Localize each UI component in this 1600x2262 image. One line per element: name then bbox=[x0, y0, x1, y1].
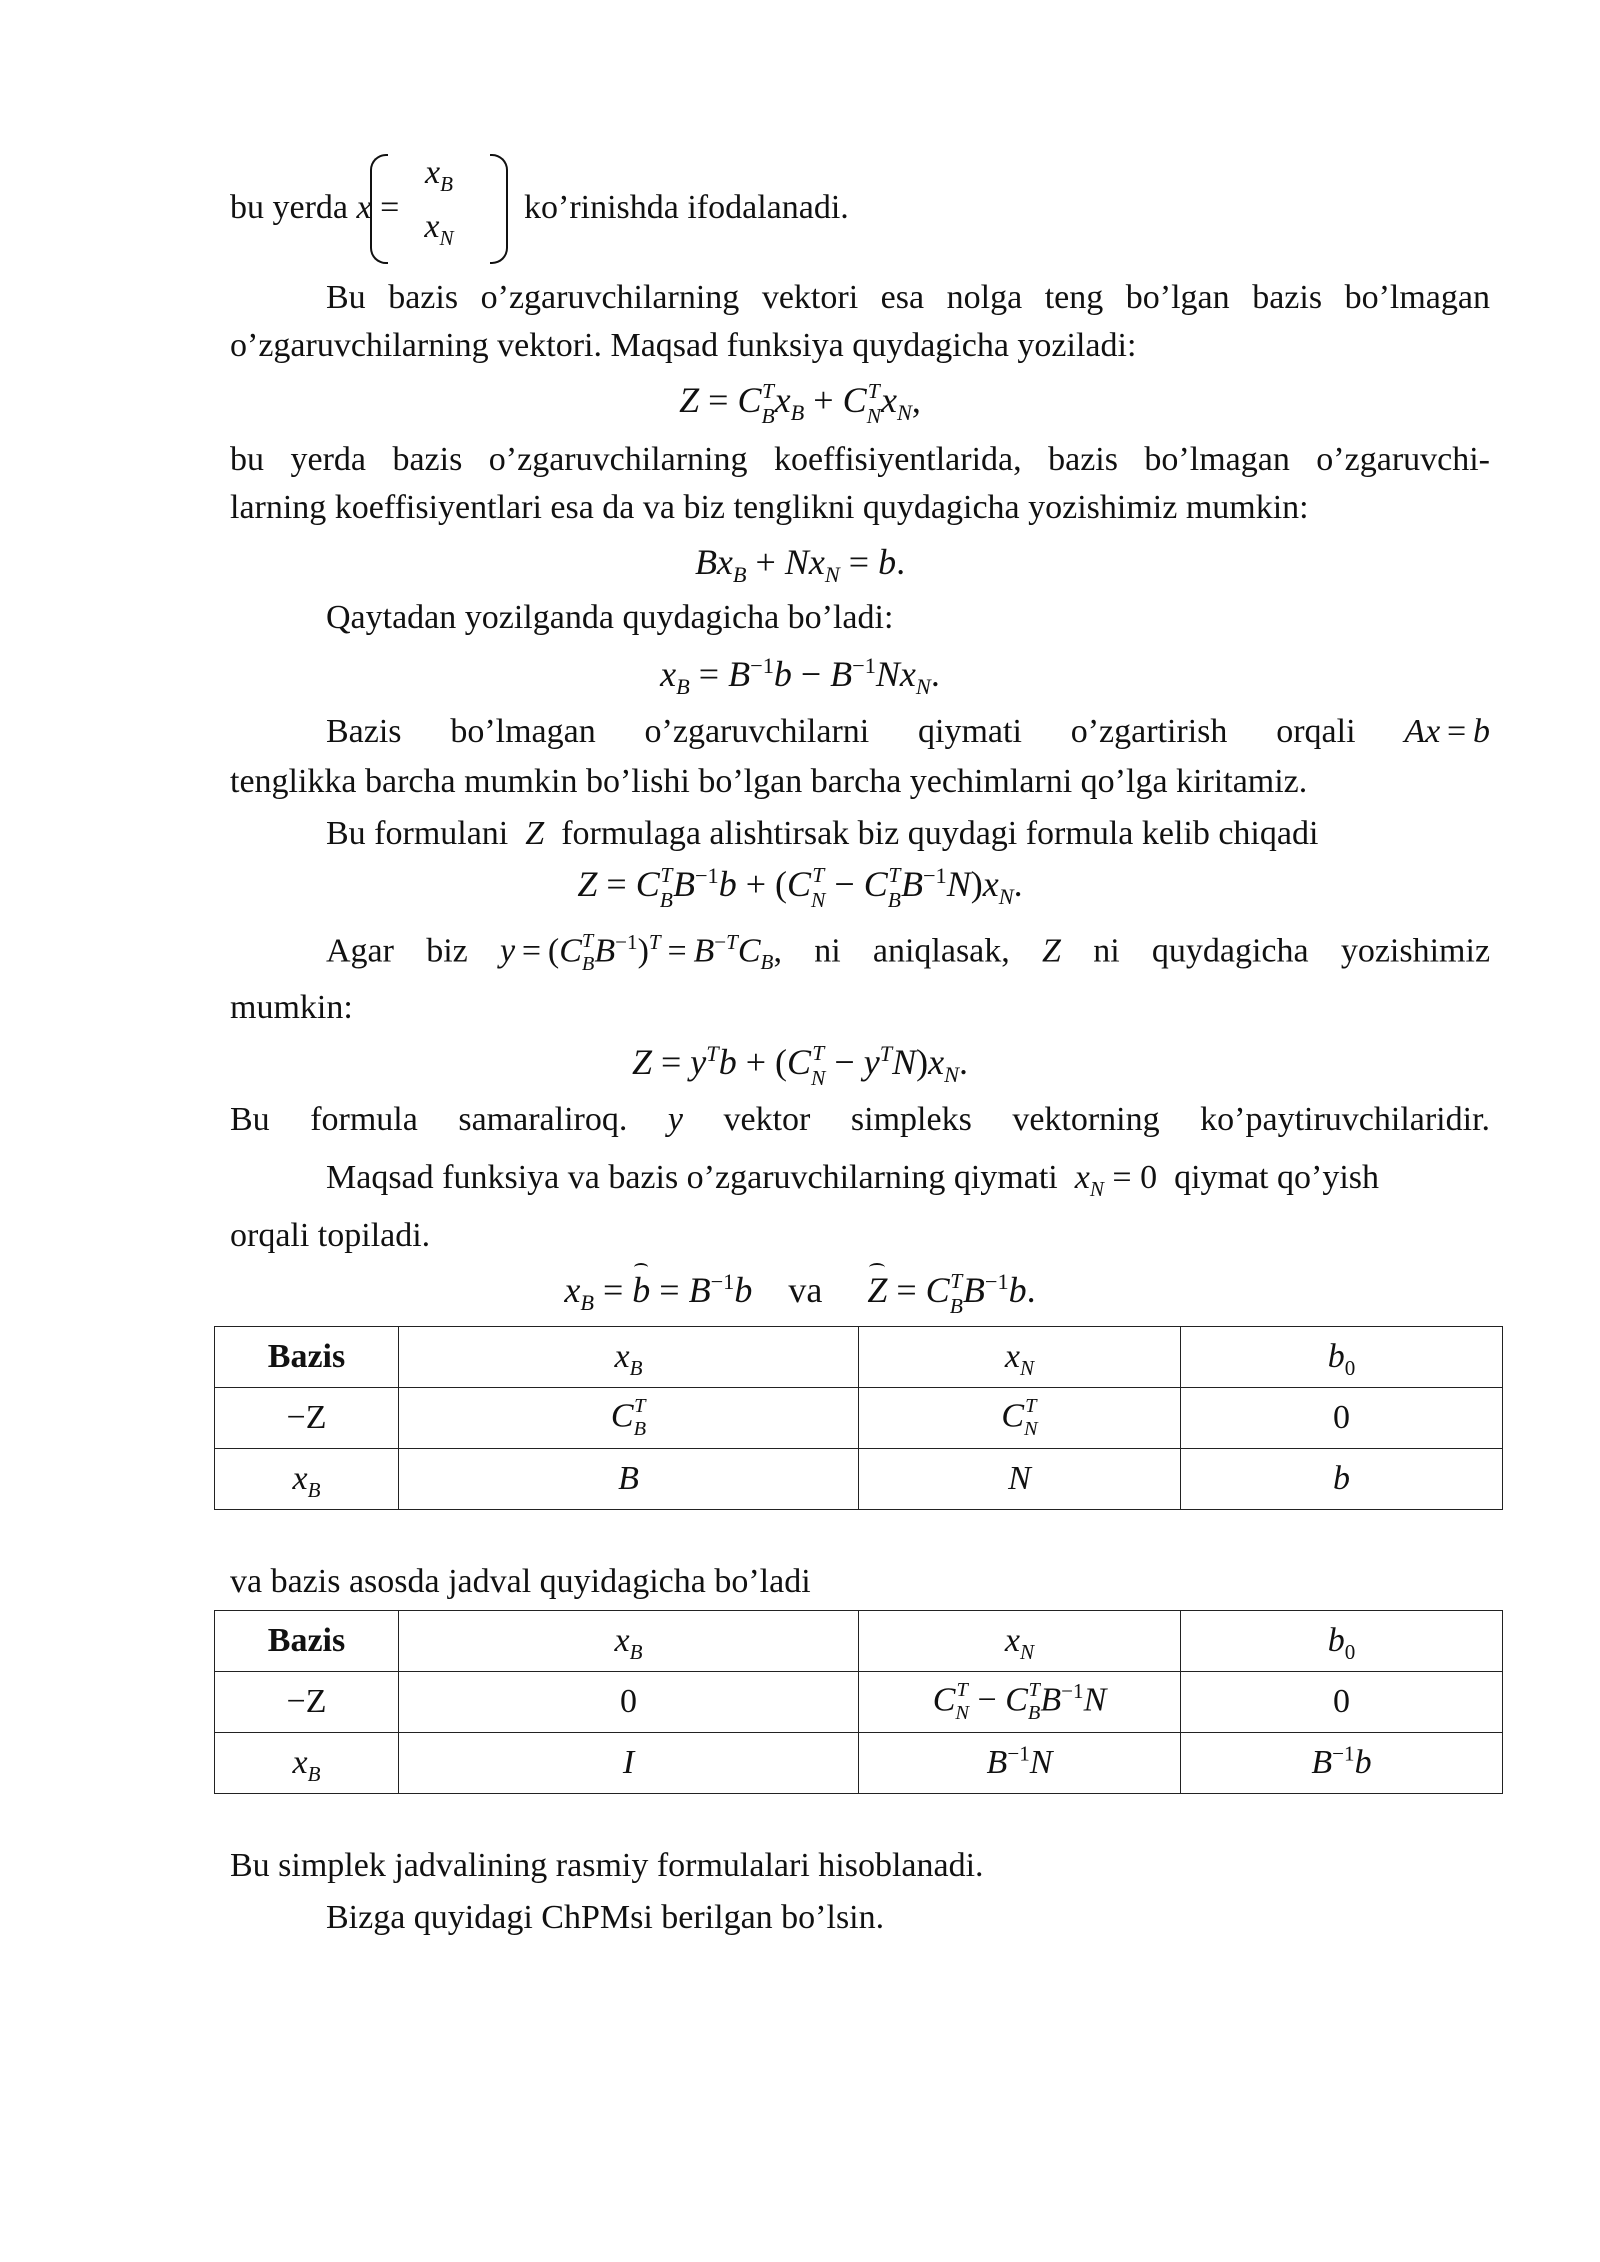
simplex-table-2 bbox=[214, 1610, 1503, 1794]
table-row bbox=[215, 1672, 1503, 1733]
paragraph-4-line-1: Bazis bo’lmagan o’zgaruvchilarni qiymati o’zgartirish orqali Ax = b bbox=[326, 713, 1490, 750]
paragraph-6-line-1: Agar biz y = (C T B $B^{-1})^T = B^{-T}C_B$, ni aniqlasak, Z ni quydagicha yozishimiz bbox=[326, 929, 1491, 976]
equation-z-substitution: Z = C T B $B^{-1}b + (C$ T N − C T B $B^{-1}N)x_N$. bbox=[577, 862, 1023, 912]
table-row bbox=[215, 1733, 1503, 1794]
table-cell: B bbox=[399, 1449, 859, 1510]
table-cell: $x_B$ bbox=[215, 1733, 399, 1794]
paragraph-2-line-2: larning koeffisiyentlari esa da va biz tenglikni quydagicha yozishimiz mumkin: bbox=[230, 489, 1309, 526]
table-cell: $B^{-1}b$ bbox=[1181, 1733, 1503, 1794]
table-cell: C T N bbox=[859, 1388, 1181, 1449]
equation-z-dual: $Z = y^Tb + (C$ T N − $y^TN)x_N$. bbox=[631, 1040, 969, 1090]
paragraph-3: Qaytadan yozilganda quydagicha bo’ladi: bbox=[326, 599, 894, 636]
table-cell: C T N − C T B $B^{-1}N$ bbox=[859, 1672, 1181, 1733]
paragraph-11: Bizga quyidagi ChPMsi berilgan bo’lsin. bbox=[326, 1899, 885, 1936]
table-header-cell: $x_B$ bbox=[399, 1327, 859, 1388]
table-cell: 0 bbox=[1181, 1388, 1503, 1449]
table-cell: −Z bbox=[215, 1672, 399, 1733]
column-vector-x: $x_B$ $x_N$ bbox=[370, 154, 508, 260]
table-header-cell: $b_0$ bbox=[1181, 1611, 1503, 1672]
table-cell: 0 bbox=[399, 1672, 859, 1733]
table-row bbox=[215, 1449, 1503, 1510]
table-cell: $x_B$ bbox=[215, 1449, 399, 1510]
equation-initial-values: $x_B = b = B^{-1}b$ va Z = C T B $B^{-1}b$. bbox=[564, 1268, 1036, 1318]
table-cell: I bbox=[399, 1733, 859, 1794]
table-header-cell: $x_N$ bbox=[859, 1611, 1181, 1672]
paragraph-4-line-2: tenglikka barcha mumkin bo’lishi bo’lgan barcha yechimlarni qo’lga kiritamiz. bbox=[230, 763, 1308, 800]
paragraph-10: Bu simplek jadvalining rasmiy formulalari hisoblanadi. bbox=[230, 1847, 984, 1884]
paragraph-5: Bu formulani Z formulaga alishtirsak biz quydagi formula kelib chiqadi bbox=[326, 815, 1319, 852]
table-cell: b bbox=[1181, 1449, 1503, 1510]
paragraph-6-line-2: mumkin: bbox=[230, 989, 353, 1026]
paragraph-9: va bazis asosda jadval quyidagicha bo’ladi bbox=[230, 1563, 811, 1600]
paragraph-8-line-2: orqali topiladi. bbox=[230, 1217, 431, 1254]
table-cell: N bbox=[859, 1449, 1181, 1510]
table-cell: −Z bbox=[215, 1388, 399, 1449]
table-header-cell: Bazis bbox=[215, 1611, 399, 1672]
table-cell: C T B bbox=[399, 1388, 859, 1449]
equation-constraint: $Bx_B + Nx_N = b$. bbox=[694, 542, 906, 588]
simplex-table-1 bbox=[214, 1326, 1503, 1510]
equation-basic-solution: $x_B = B^{-1}b - B^{-1}Nx_N$. bbox=[660, 653, 940, 700]
table-row bbox=[215, 1327, 1503, 1388]
table-row bbox=[215, 1388, 1503, 1449]
table-row bbox=[215, 1611, 1503, 1672]
paragraph-2-line-1: bu yerda bazis o’zgaruvchilarning koeffisiyentlarida, bazis bo’lmagan o’zgaruvchi- bbox=[230, 441, 1490, 478]
table-header-cell: $x_N$ bbox=[859, 1327, 1181, 1388]
table-header-cell: $b_0$ bbox=[1181, 1327, 1503, 1388]
paragraph-7: Bu formula samaraliroq. y vektor simpleks vektorning ko’paytiruvchilaridir. bbox=[230, 1101, 1491, 1138]
equation-objective: Z = C T B $x_B + C$ T N $x_N$, bbox=[679, 378, 921, 428]
paragraph-1-line-2: o’zgaruvchilarning vektori. Maqsad funksiya quydagicha yoziladi: bbox=[230, 327, 1137, 364]
paragraph-8-line-1: Maqsad funksiya va bazis o’zgaruvchilarning qiymati $x_N = 0$ qiymat qo’yish bbox=[326, 1159, 1380, 1201]
table-header-cell: Bazis bbox=[215, 1327, 399, 1388]
table-cell: 0 bbox=[1181, 1672, 1503, 1733]
paragraph-1-line-1: Bu bazis o’zgaruvchilarning vektori esa nolga teng bo’lgan bazis bo’lmagan bbox=[326, 279, 1490, 316]
line-vector-suffix: ko’rinishda ifodalanadi. bbox=[524, 189, 849, 226]
table-header-cell: $x_B$ bbox=[399, 1611, 859, 1672]
line-vector-definition: bu yerda x = bbox=[230, 189, 400, 226]
table-cell: $B^{-1}N$ bbox=[859, 1733, 1181, 1794]
